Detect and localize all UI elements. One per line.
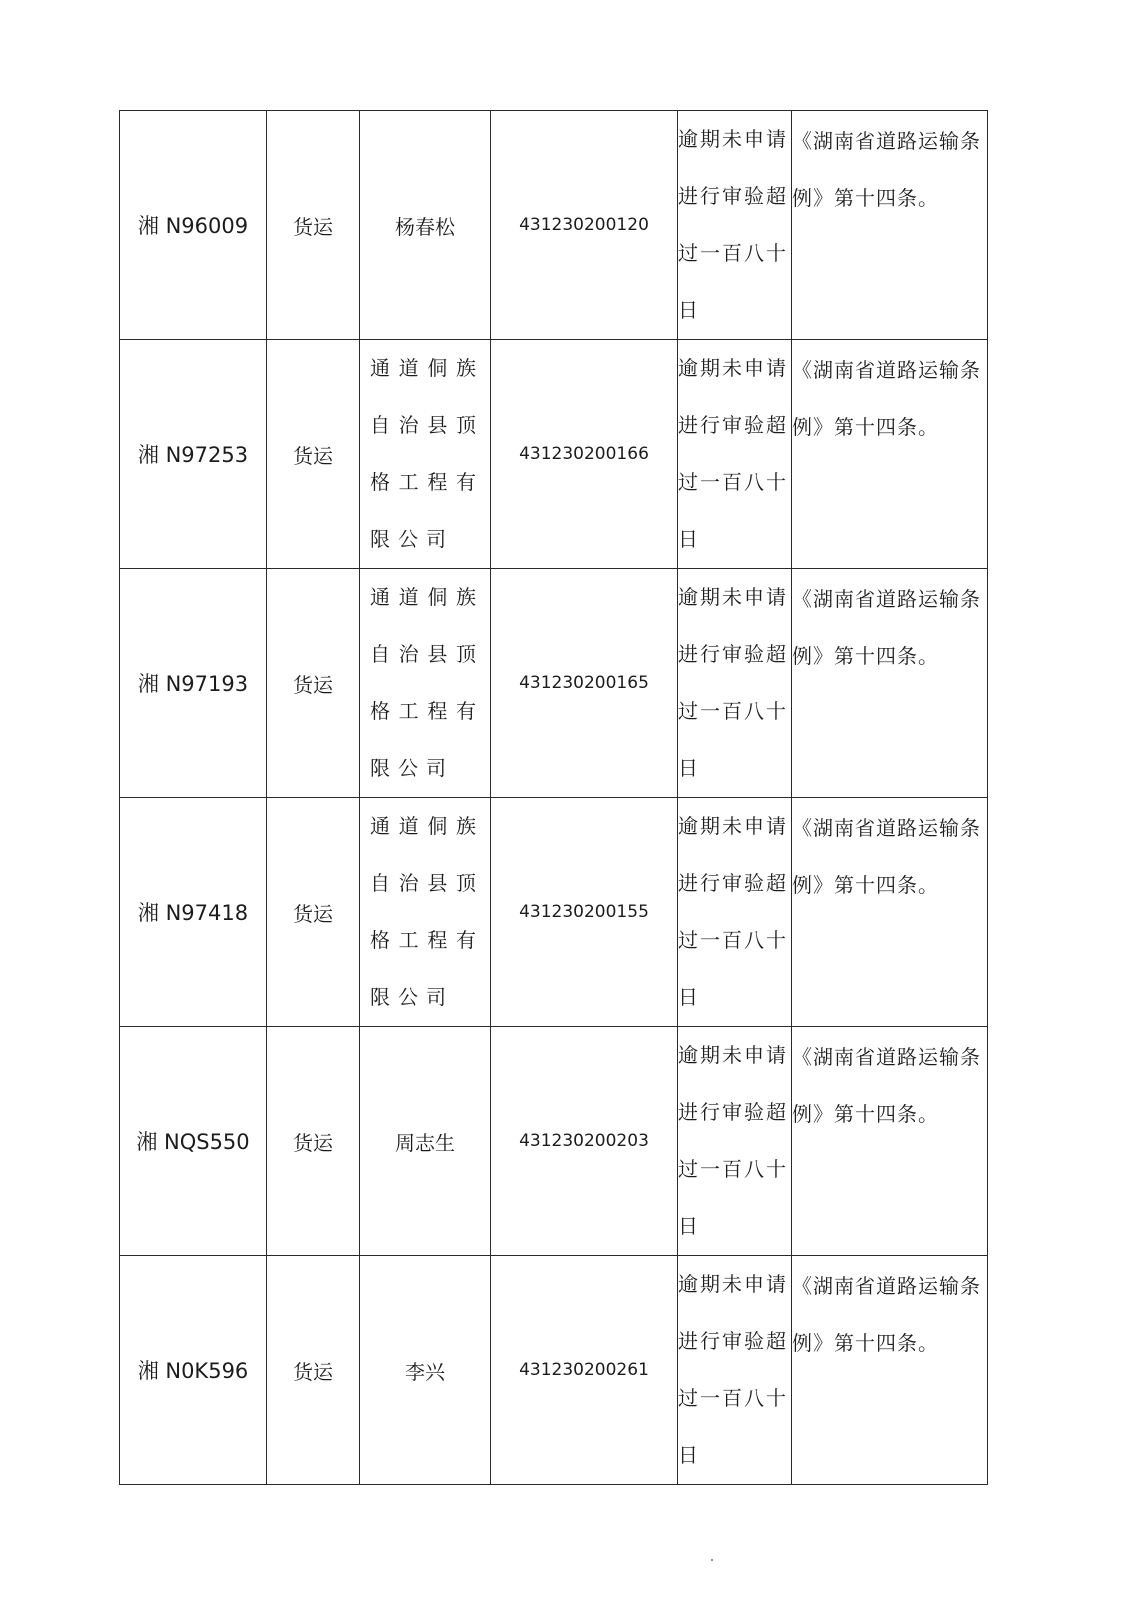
vehicle-type: 货运 (267, 1256, 360, 1485)
legal-basis: 《湖南省道路运输条例》第十四条。 (792, 569, 988, 798)
table-row (120, 111, 988, 340)
legal-basis: 《湖南省道路运输条例》第十四条。 (792, 1256, 988, 1485)
plate-number: 湘 N97418 (120, 798, 267, 1027)
owner-name: 通道侗族自治县顶格工程有限公司 (360, 340, 491, 569)
plate-number: 湘 N97193 (120, 569, 267, 798)
plate-number: 湘 NQS550 (120, 1027, 267, 1256)
permit-number: 431230200155 (491, 798, 678, 1027)
table-row (120, 569, 988, 798)
legal-basis: 《湖南省道路运输条例》第十四条。 (792, 340, 988, 569)
revocation-reason: 逾期未申请进行审验超过一百八十日 (678, 1027, 792, 1256)
revocation-reason: 逾期未申请进行审验超过一百八十日 (678, 569, 792, 798)
permit-number: 431230200203 (491, 1027, 678, 1256)
vehicle-type: 货运 (267, 798, 360, 1027)
revocation-reason: 逾期未申请进行审验超过一百八十日 (678, 111, 792, 340)
legal-basis: 《湖南省道路运输条例》第十四条。 (792, 798, 988, 1027)
table-row (120, 1027, 988, 1256)
vehicle-type: 货运 (267, 1027, 360, 1256)
permit-number: 431230200165 (491, 569, 678, 798)
permit-number: 431230200120 (491, 111, 678, 340)
vehicle-type: 货运 (267, 111, 360, 340)
legal-basis: 《湖南省道路运输条例》第十四条。 (792, 1027, 988, 1256)
revocation-reason: 逾期未申请进行审验超过一百八十日 (678, 340, 792, 569)
permit-number: 431230200166 (491, 340, 678, 569)
owner-name: 周志生 (360, 1027, 491, 1256)
table-row (120, 340, 988, 569)
plate-number: 湘 N97253 (120, 340, 267, 569)
owner-name: 通道侗族自治县顶格工程有限公司 (360, 798, 491, 1027)
plate-number: 湘 N0K596 (120, 1256, 267, 1485)
owner-name: 杨春松 (360, 111, 491, 340)
owner-name: 通道侗族自治县顶格工程有限公司 (360, 569, 491, 798)
owner-name: 李兴 (360, 1256, 491, 1485)
permit-number: 431230200261 (491, 1256, 678, 1485)
vehicle-type: 货运 (267, 569, 360, 798)
table-row (120, 798, 988, 1027)
revocation-reason: 逾期未申请进行审验超过一百八十日 (678, 1256, 792, 1485)
revocation-table (119, 110, 988, 1485)
scan-speck (711, 1559, 713, 1561)
revocation-reason: 逾期未申请进行审验超过一百八十日 (678, 798, 792, 1027)
vehicle-type: 货运 (267, 340, 360, 569)
plate-number: 湘 N96009 (120, 111, 267, 340)
legal-basis: 《湖南省道路运输条例》第十四条。 (792, 111, 988, 340)
table-row (120, 1256, 988, 1485)
